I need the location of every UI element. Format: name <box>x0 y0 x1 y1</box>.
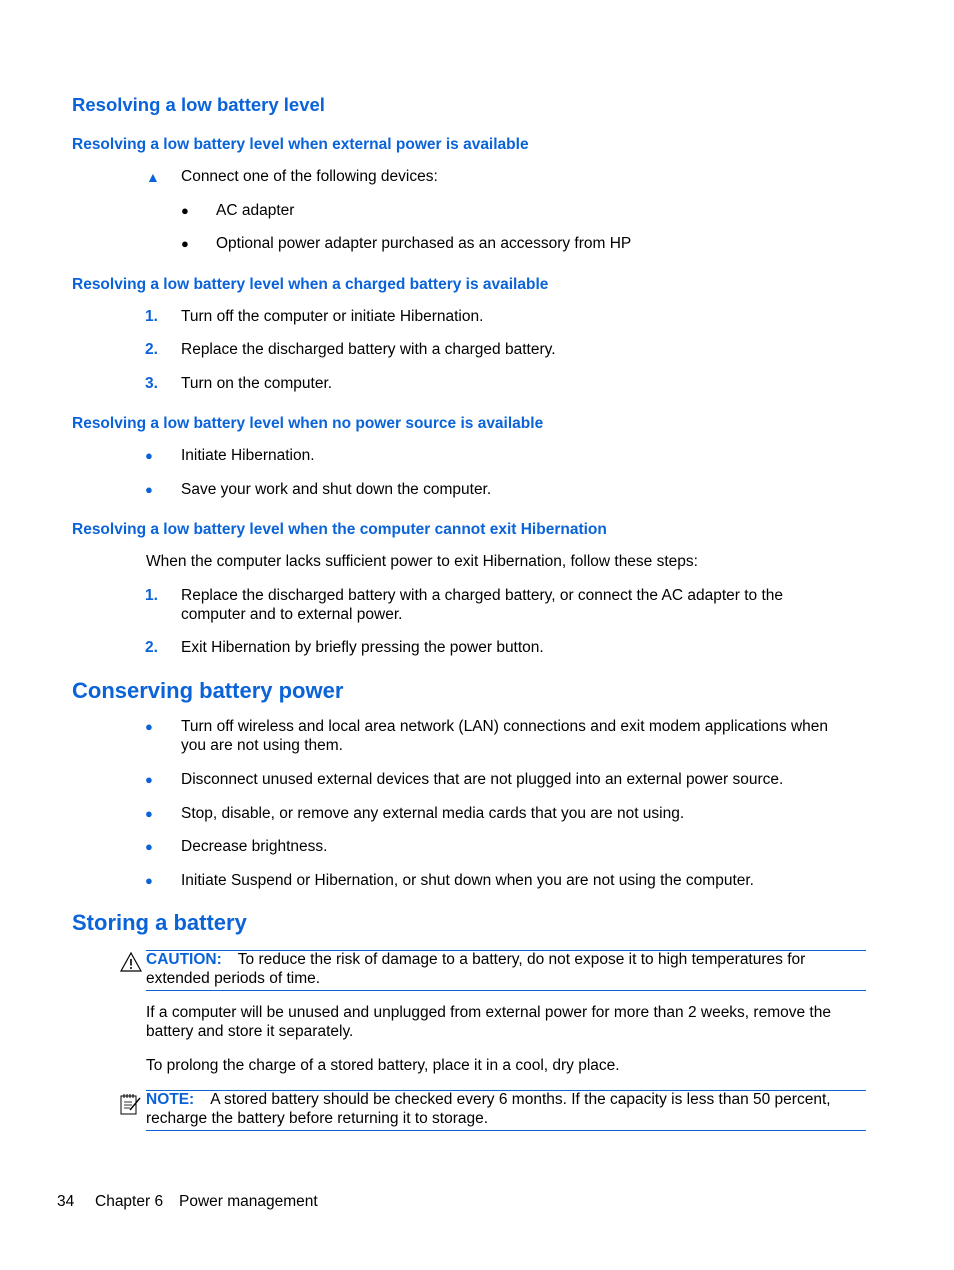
note-text: A stored battery should be checked every 6 months. If the capacity is less than 50 percent, <box>210 1091 831 1108</box>
note-text-continued: recharge the battery before returning it to storage. <box>146 1110 489 1127</box>
step-number: 2. <box>145 639 158 656</box>
subheading-cannot-exit-hibernation: Resolving a low battery level when the computer cannot exit Hibernation <box>72 521 607 538</box>
caution-line <box>146 950 805 969</box>
footer-chapter: Chapter 6 <box>95 1193 164 1210</box>
caution-bottom-rule <box>146 990 866 991</box>
dot-bullet-icon: ● <box>145 448 153 463</box>
heading-resolving-low-battery: Resolving a low battery level <box>72 94 325 115</box>
note-bottom-rule <box>146 1130 866 1131</box>
dot-bullet-icon: ● <box>145 873 153 888</box>
caution-text: To reduce the risk of damage to a battery, do not expose it to high temperatures for <box>237 951 806 968</box>
dot-bullet-icon: ● <box>145 839 153 854</box>
list-item: Decrease brightness. <box>181 838 328 855</box>
step-text: Replace the discharged battery with a charged battery. <box>181 341 556 358</box>
list-item: Disconnect unused external devices that are not plugged into an external power source. <box>181 771 784 788</box>
dot-bullet-icon: ● <box>181 236 189 251</box>
list-item: AC adapter <box>216 202 295 219</box>
step-number: 1. <box>145 308 158 325</box>
paragraph: To prolong the charge of a stored battery, place it in a cool, dry place. <box>146 1057 620 1074</box>
caution-label: CAUTION: <box>146 951 222 968</box>
step-text: Connect one of the following devices: <box>181 168 438 185</box>
list-item: Optional power adapter purchased as an accessory from HP <box>216 235 632 252</box>
paragraph-continued: battery and store it separately. <box>146 1023 354 1040</box>
step-number: 2. <box>145 341 158 358</box>
step-text: Exit Hibernation by briefly pressing the power button. <box>181 639 544 656</box>
dot-bullet-icon: ● <box>145 772 153 787</box>
step-text-continued: computer and to external power. <box>181 606 403 623</box>
heading-storing-a-battery: Storing a battery <box>72 910 247 935</box>
dot-bullet-icon: ● <box>145 719 153 734</box>
list-item: Save your work and shut down the computer. <box>181 481 492 498</box>
note-pad-icon <box>119 1092 143 1116</box>
subheading-charged-battery: Resolving a low battery level when a charged battery is available <box>72 276 549 293</box>
subheading-external-power: Resolving a low battery level when external power is available <box>72 136 529 153</box>
caution-text-continued: extended periods of time. <box>146 970 321 987</box>
note-label: NOTE: <box>146 1091 195 1108</box>
subheading-no-power-source: Resolving a low battery level when no power source is available <box>72 415 544 432</box>
note-line <box>146 1090 831 1109</box>
list-item-continued: you are not using them. <box>181 737 343 754</box>
dot-bullet-icon: ● <box>145 806 153 821</box>
warning-triangle-icon <box>120 952 142 972</box>
step-text: Replace the discharged battery with a charged battery, or connect the AC adapter to the <box>181 587 783 604</box>
page-number: 34 <box>57 1193 75 1210</box>
dot-bullet-icon: ● <box>181 203 189 218</box>
list-item: Stop, disable, or remove any external media cards that you are not using. <box>181 805 685 822</box>
paragraph: If a computer will be unused and unplugged from external power for more than 2 weeks, remove the <box>146 1004 831 1021</box>
triangle-step-icon: ▲ <box>146 169 160 185</box>
step-number: 1. <box>145 587 158 604</box>
footer-section: Power management <box>179 1193 318 1210</box>
step-number: 3. <box>145 375 158 392</box>
step-text: Turn on the computer. <box>181 375 333 392</box>
list-item: Initiate Suspend or Hibernation, or shut down when you are not using the computer. <box>181 872 754 889</box>
heading-conserving-battery-power: Conserving battery power <box>72 678 344 703</box>
list-item: Turn off wireless and local area network (LAN) connections and exit modem applications when <box>181 718 829 735</box>
intro-paragraph: When the computer lacks sufficient power to exit Hibernation, follow these steps: <box>146 553 698 570</box>
dot-bullet-icon: ● <box>145 482 153 497</box>
list-item: Initiate Hibernation. <box>181 447 315 464</box>
step-text: Turn off the computer or initiate Hibernation. <box>181 308 484 325</box>
